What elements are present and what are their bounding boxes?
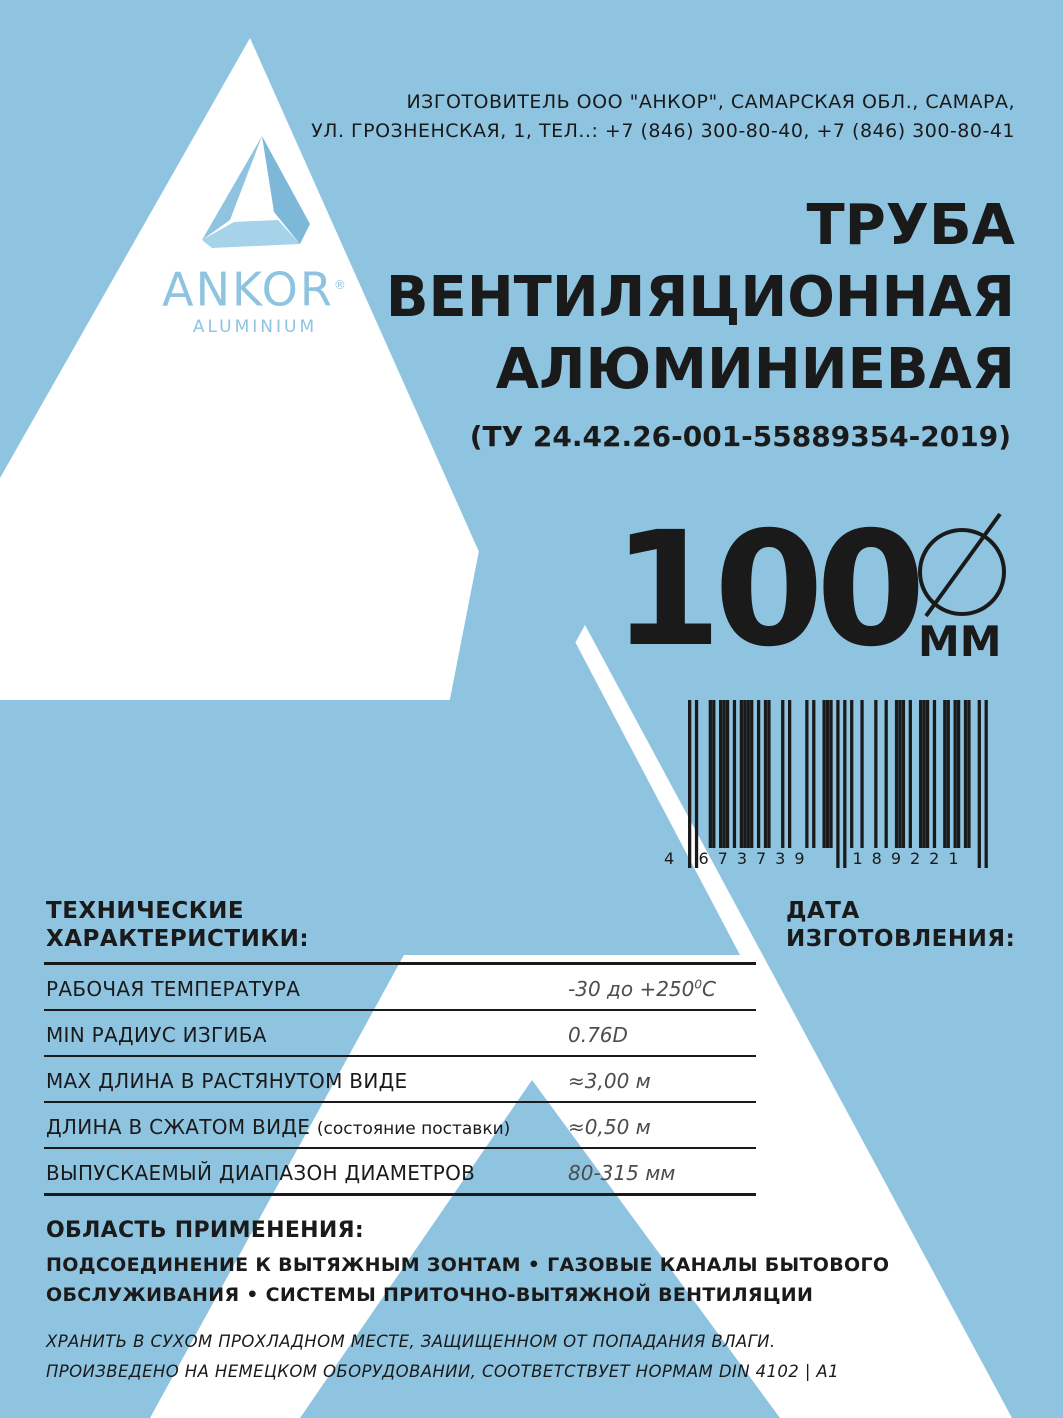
- spec-name-text: MIN РАДИУС ИЗГИБА: [46, 1023, 267, 1047]
- diameter-value: 100: [612, 498, 918, 682]
- barcode-bar: [954, 700, 957, 848]
- barcode-bar: [709, 700, 712, 848]
- barcode-bar: [712, 700, 715, 848]
- application-line-1: ПОДСОЕДИНЕНИЕ К ВЫТЯЖНЫМ ЗОНТАМ • ГАЗОВЫЕ КАНАЛЫ БЫТОВОГО: [46, 1254, 890, 1276]
- barcode-bar: [688, 700, 691, 868]
- barcode: [660, 700, 1000, 870]
- barcode-bar: [874, 700, 877, 848]
- specs-heading-line-1: ТЕХНИЧЕСКИЕ: [46, 898, 245, 924]
- spec-note: (состояние поставки): [316, 1119, 511, 1139]
- barcode-bar: [788, 700, 791, 848]
- barcode-bar: [695, 700, 698, 868]
- barcode-bar: [781, 700, 784, 848]
- barcode-bar: [885, 700, 888, 848]
- diameter-icon: [912, 508, 1012, 618]
- application-line-2: ОБСЛУЖИВАНИЯ • СИСТЕМЫ ПРИТОЧНО-ВЫТЯЖНОЙ ВЕНТИЛЯЦИИ: [46, 1284, 814, 1306]
- spec-name: [46, 1161, 475, 1185]
- spec-value: [568, 1023, 628, 1047]
- title-line-2: ВЕНТИЛЯЦИОННАЯ: [385, 265, 1015, 330]
- manufacture-date-line-2: ИЗГОТОВЛЕНИЯ:: [786, 926, 1016, 952]
- barcode-bar: [719, 700, 722, 848]
- barcode-bar: [805, 700, 808, 848]
- barcode-bar: [922, 700, 925, 848]
- spec-name-text: ВЫПУСКАЕМЫЙ ДИАПАЗОН ДИАМЕТРОВ: [46, 1161, 476, 1185]
- title-line-1: ТРУБА: [806, 193, 1015, 258]
- spec-row: [44, 1103, 756, 1149]
- manufacture-date-line-1: ДАТА: [786, 898, 860, 924]
- barcode-bar: [943, 700, 946, 848]
- spec-value: [568, 1069, 651, 1093]
- barcode-bar: [933, 700, 936, 848]
- barcode-digit-prefix: 4: [664, 849, 675, 868]
- specs-heading: [46, 897, 309, 953]
- storage-line-1: ХРАНИТЬ В СУХОМ ПРОХЛАДНОМ МЕСТЕ, ЗАЩИЩЕННОМ ОТ ПОПАДАНИЯ ВЛАГИ.: [46, 1332, 776, 1351]
- barcode-bar: [826, 700, 829, 848]
- spec-name: [46, 1069, 407, 1093]
- diameter-unit: ММ: [918, 617, 1002, 666]
- degree-mark: 0: [694, 977, 703, 992]
- barcode-bar: [947, 700, 950, 848]
- barcode-bar: [836, 700, 839, 868]
- spec-value-text: ≈3,00 м: [568, 1069, 651, 1093]
- barcode-digits-left: 673739: [698, 849, 814, 868]
- specs-table: [44, 962, 756, 1196]
- barcode-bar: [722, 700, 725, 848]
- barcode-bar: [743, 700, 746, 848]
- barcode-bar: [829, 700, 832, 848]
- spec-value-text: -30 до +250: [568, 977, 695, 1001]
- barcode-bar: [964, 700, 967, 848]
- title-line-3: АЛЮМИНИЕВАЯ: [495, 337, 1015, 402]
- barcode-bar: [812, 700, 815, 848]
- spec-value: [568, 977, 716, 1001]
- storage-line-2: ПРОИЗВЕДЕНО НА НЕМЕЦКОМ ОБОРУДОВАНИИ, СООТВЕТСТВУЕТ НОРМАМ DIN 4102 | А1: [46, 1362, 840, 1381]
- spec-row: [44, 1057, 756, 1103]
- barcode-bar: [764, 700, 767, 848]
- barcode-bar: [926, 700, 929, 848]
- barcode-bar: [750, 700, 753, 848]
- barcode-bar: [747, 700, 750, 848]
- barcode-bar: [767, 700, 770, 848]
- barcode-bar: [985, 700, 988, 868]
- application-heading: ОБЛАСТЬ ПРИМЕНЕНИЯ:: [46, 1218, 364, 1243]
- brand-wordmark: ANKOR: [162, 262, 334, 317]
- manufacture-date-heading: [786, 897, 1015, 953]
- spec-row: [44, 1149, 756, 1196]
- spec-row: [44, 965, 756, 1011]
- spec-value-text: 0.76D: [568, 1023, 628, 1047]
- spec-name: [46, 1115, 510, 1139]
- brand-name: [150, 258, 360, 316]
- spec-name: [46, 1023, 267, 1047]
- barcode-bar: [978, 700, 981, 868]
- barcode-bar: [726, 700, 729, 848]
- barcode-bar: [898, 700, 901, 848]
- spec-value-text: ≈0,50 м: [568, 1115, 651, 1139]
- specs-heading-line-2: ХАРАКТЕРИСТИКИ:: [46, 926, 310, 952]
- product-standard: (ТУ 24.42.26-001-55889354-2019): [469, 420, 1011, 453]
- barcode-bar: [822, 700, 825, 848]
- spec-row: [44, 1011, 756, 1057]
- spec-value-text: 80-315 мм: [568, 1161, 676, 1185]
- barcode-bar: [733, 700, 736, 848]
- spec-value: [568, 1115, 651, 1139]
- barcode-digits-right: 189221: [852, 849, 968, 868]
- spec-name-text: ДЛИНА В СЖАТОМ ВИДЕ: [46, 1115, 317, 1139]
- product-title: [386, 190, 1015, 406]
- barcode-bar: [957, 700, 960, 848]
- application-text: [46, 1250, 1006, 1310]
- spec-name: [46, 977, 300, 1001]
- barcode-bar: [850, 700, 853, 848]
- manufacturer-info: [311, 88, 1015, 146]
- barcode-bar: [909, 700, 912, 848]
- barcode-bars: [688, 700, 988, 868]
- barcode-bar: [860, 700, 863, 848]
- barcode-bar: [757, 700, 760, 848]
- barcode-bar: [919, 700, 922, 848]
- manufacturer-line-1: ИЗГОТОВИТЕЛЬ ООО "АНКОР", САМАРСКАЯ ОБЛ., САМАРА,: [406, 91, 1015, 113]
- storage-note: [46, 1327, 1026, 1387]
- barcode-bar: [843, 700, 846, 868]
- manufacturer-line-2: УЛ. ГРОЗНЕНСКАЯ, 1, ТЕЛ..: +7 (846) 300-80-40, +7 (846) 300-80-41: [311, 120, 1015, 142]
- trademark-mark: ®: [333, 278, 348, 292]
- barcode-bar: [740, 700, 743, 848]
- temperature-unit: C: [702, 977, 716, 1001]
- spec-name-text: MAX ДЛИНА В РАСТЯНУТОМ ВИДЕ: [46, 1069, 408, 1093]
- spec-name-text: РАБОЧАЯ ТЕМПЕРАТУРА: [46, 977, 301, 1001]
- brand-subtitle: ALUMINIUM: [192, 317, 318, 337]
- barcode-bar: [895, 700, 898, 848]
- barcode-bar: [967, 700, 970, 848]
- barcode-bar: [902, 700, 905, 848]
- spec-value: [568, 1161, 675, 1185]
